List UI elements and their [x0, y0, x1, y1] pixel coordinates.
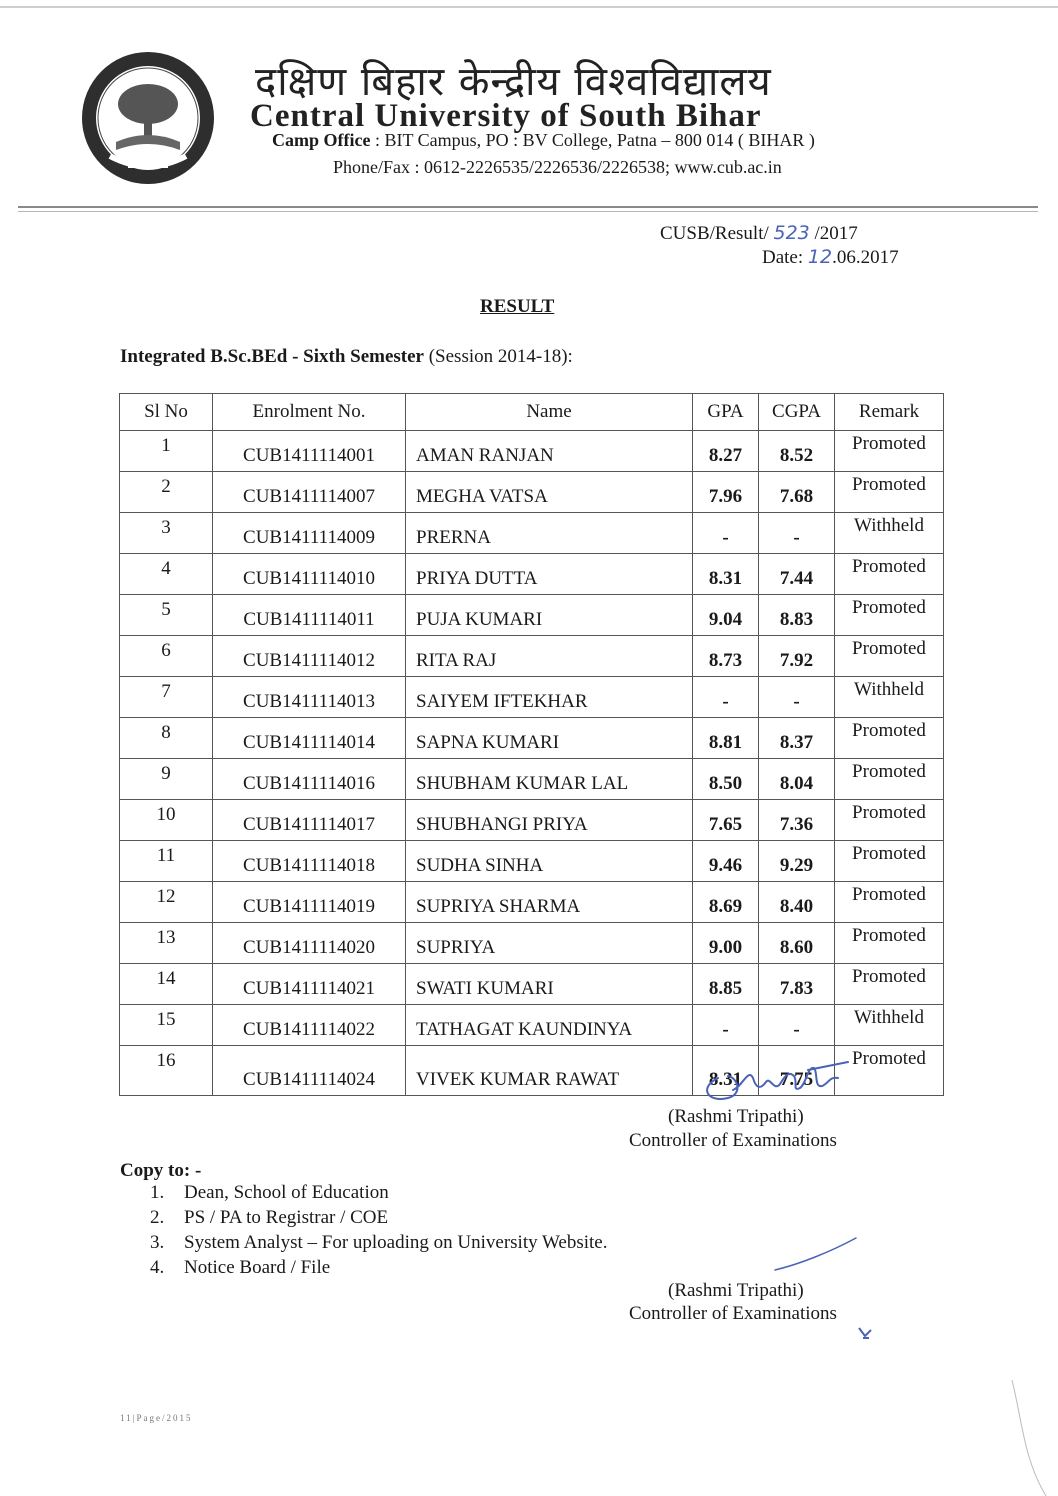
cell-sl-no: 8 — [120, 718, 213, 759]
cell-sl-no: 15 — [120, 1005, 213, 1046]
header-remark: Remark — [835, 394, 944, 431]
cell-cgpa: 8.37 — [759, 718, 835, 759]
cell-name: RITA RAJ — [406, 636, 693, 677]
initial-stroke — [770, 1234, 860, 1274]
cell-enrolment: CUB1411114024 — [213, 1046, 406, 1096]
table-row — [120, 964, 944, 1005]
cell-remark: Withheld — [835, 677, 944, 718]
signatory-name: (Rashmi Tripathi) — [668, 1106, 804, 1127]
cell-cgpa: 7.68 — [759, 472, 835, 513]
cell-gpa: 9.04 — [693, 595, 759, 636]
date-label: Date: — [762, 247, 808, 268]
cell-sl-no: 11 — [120, 841, 213, 882]
copy-to-item — [150, 1205, 608, 1230]
phone-fax-line: Phone/Fax : 0612-2226535/2226536/2226538; www.cub.ac.in — [333, 157, 782, 177]
cell-name: SAIYEM IFTEKHAR — [406, 677, 693, 718]
copy-to-item-number: 2. — [150, 1207, 165, 1228]
cell-sl-no: 4 — [120, 554, 213, 595]
header-divider-thin — [18, 211, 1038, 212]
copy-to-item-text: Notice Board / File — [184, 1257, 331, 1278]
cell-sl-no: 9 — [120, 759, 213, 800]
cell-sl-no: 16 — [120, 1046, 213, 1096]
cell-gpa: 8.31 — [693, 554, 759, 595]
cell-enrolment: CUB1411114017 — [213, 800, 406, 841]
course-name: Integrated B.Sc.BEd - Sixth Semester — [120, 346, 424, 367]
signatory-name-copy: (Rashmi Tripathi) — [668, 1280, 804, 1301]
cell-cgpa: - — [759, 513, 835, 554]
header-enrolment: Enrolment No. — [213, 394, 406, 431]
cell-remark: Promoted — [835, 1046, 944, 1096]
university-name-english: Central University of South Bihar — [250, 98, 762, 134]
cell-remark: Promoted — [835, 431, 944, 472]
cell-gpa: 8.50 — [693, 759, 759, 800]
cell-cgpa: 9.29 — [759, 841, 835, 882]
cell-gpa: - — [693, 513, 759, 554]
cell-remark: Promoted — [835, 472, 944, 513]
cell-cgpa: 7.36 — [759, 800, 835, 841]
camp-office-text: : BIT Campus, PO : BV College, Patna – 800 014 ( BIHAR ) — [370, 130, 815, 150]
cell-cgpa: 8.40 — [759, 882, 835, 923]
cell-gpa: 8.81 — [693, 718, 759, 759]
cell-enrolment: CUB1411114011 — [213, 595, 406, 636]
cell-gpa: 7.96 — [693, 472, 759, 513]
cell-gpa: 9.00 — [693, 923, 759, 964]
copy-to-item — [150, 1255, 608, 1280]
cell-sl-no: 14 — [120, 964, 213, 1005]
copy-to-item-text: Dean, School of Education — [184, 1182, 389, 1203]
table-row — [120, 800, 944, 841]
cell-gpa: 8.69 — [693, 882, 759, 923]
header-divider — [18, 206, 1038, 208]
cell-remark: Withheld — [835, 513, 944, 554]
cell-cgpa: 8.52 — [759, 431, 835, 472]
cell-remark: Promoted — [835, 554, 944, 595]
course-session: (Session 2014-18): — [423, 346, 573, 367]
cell-enrolment: CUB1411114022 — [213, 1005, 406, 1046]
reference-prefix: CUSB/Result/ — [660, 223, 774, 244]
cell-name: SAPNA KUMARI — [406, 718, 693, 759]
cell-name: VIVEK KUMAR RAWAT — [406, 1046, 693, 1096]
page-footer: 11|Page/2015 — [120, 1413, 193, 1423]
table-row — [120, 841, 944, 882]
cell-cgpa: - — [759, 1005, 835, 1046]
table-header-row — [120, 394, 944, 431]
cell-name: MEGHA VATSA — [406, 472, 693, 513]
cell-name: SHUBHAM KUMAR LAL — [406, 759, 693, 800]
cell-cgpa: 7.44 — [759, 554, 835, 595]
cell-enrolment: CUB1411114009 — [213, 513, 406, 554]
university-seal-logo — [80, 50, 216, 186]
copy-to-item-number: 3. — [150, 1232, 165, 1253]
top-scan-edge — [0, 6, 1058, 8]
cell-enrolment: CUB1411114001 — [213, 431, 406, 472]
copy-to-label: Copy to: - — [120, 1160, 202, 1181]
cell-sl-no: 12 — [120, 882, 213, 923]
cell-name: SUDHA SINHA — [406, 841, 693, 882]
copy-to-item-number: 1. — [150, 1182, 165, 1203]
cell-sl-no: 6 — [120, 636, 213, 677]
cell-cgpa: 7.83 — [759, 964, 835, 1005]
cell-sl-no: 5 — [120, 595, 213, 636]
cell-name: PRERNA — [406, 513, 693, 554]
copy-to-item-text: PS / PA to Registrar / COE — [184, 1207, 389, 1228]
header-gpa: GPA — [693, 394, 759, 431]
camp-office-address — [272, 130, 815, 151]
cell-remark: Promoted — [835, 964, 944, 1005]
cell-remark: Promoted — [835, 718, 944, 759]
cell-enrolment: CUB1411114010 — [213, 554, 406, 595]
table-row — [120, 472, 944, 513]
table-row — [120, 636, 944, 677]
header-sl-no: Sl No — [120, 394, 213, 431]
cell-name: SWATI KUMARI — [406, 964, 693, 1005]
cell-enrolment: CUB1411114020 — [213, 923, 406, 964]
cell-name: PUJA KUMARI — [406, 595, 693, 636]
camp-office-label: Camp Office — [272, 130, 371, 150]
cell-gpa: 8.27 — [693, 431, 759, 472]
cell-name: SHUBHANGI PRIYA — [406, 800, 693, 841]
cell-enrolment: CUB1411114012 — [213, 636, 406, 677]
ink-mark — [855, 1322, 875, 1342]
cell-sl-no: 13 — [120, 923, 213, 964]
cell-gpa: - — [693, 677, 759, 718]
signatory-designation: Controller of Examinations — [629, 1130, 837, 1151]
date-handwritten-day: 12 — [807, 246, 833, 268]
table-row — [120, 718, 944, 759]
cell-name: PRIYA DUTTA — [406, 554, 693, 595]
cell-remark: Promoted — [835, 923, 944, 964]
reference-suffix: /2017 — [809, 223, 858, 244]
cell-cgpa: 7.92 — [759, 636, 835, 677]
cell-name: SUPRIYA SHARMA — [406, 882, 693, 923]
cell-remark: Promoted — [835, 759, 944, 800]
cell-cgpa: - — [759, 677, 835, 718]
copy-to-list — [150, 1180, 608, 1280]
cell-remark: Promoted — [835, 595, 944, 636]
result-table — [119, 393, 944, 1096]
cell-enrolment: CUB1411114013 — [213, 677, 406, 718]
scan-edge-curve — [1010, 1380, 1050, 1496]
reference-date — [762, 246, 899, 269]
table-row — [120, 1005, 944, 1046]
cell-gpa: 8.31 — [693, 1046, 759, 1096]
cell-cgpa: 7.75 — [759, 1046, 835, 1096]
cell-name: SUPRIYA — [406, 923, 693, 964]
reference-handwritten-number: 523 — [773, 222, 810, 244]
cell-name: TATHAGAT KAUNDINYA — [406, 1005, 693, 1046]
cell-sl-no: 2 — [120, 472, 213, 513]
table-row — [120, 554, 944, 595]
table-row — [120, 759, 944, 800]
cell-enrolment: CUB1411114019 — [213, 882, 406, 923]
table-row — [120, 431, 944, 472]
copy-to-item — [150, 1230, 608, 1255]
cell-sl-no: 10 — [120, 800, 213, 841]
header-cgpa: CGPA — [759, 394, 835, 431]
document-title: RESULT — [480, 296, 555, 317]
cell-enrolment: CUB1411114021 — [213, 964, 406, 1005]
cell-cgpa: 8.04 — [759, 759, 835, 800]
cell-gpa: 9.46 — [693, 841, 759, 882]
cell-cgpa: 8.83 — [759, 595, 835, 636]
cell-remark: Promoted — [835, 882, 944, 923]
course-line — [120, 346, 573, 368]
cell-remark: Promoted — [835, 800, 944, 841]
table-row — [120, 882, 944, 923]
result-table-body — [120, 431, 944, 1096]
date-suffix: .06.2017 — [832, 247, 899, 268]
cell-enrolment: CUB1411114014 — [213, 718, 406, 759]
cell-gpa: 8.85 — [693, 964, 759, 1005]
cell-remark: Promoted — [835, 841, 944, 882]
reference-number — [660, 222, 858, 245]
header-name: Name — [406, 394, 693, 431]
cell-enrolment: CUB1411114018 — [213, 841, 406, 882]
copy-to-item-number: 4. — [150, 1257, 165, 1278]
table-row — [120, 923, 944, 964]
cell-gpa: - — [693, 1005, 759, 1046]
cell-sl-no: 7 — [120, 677, 213, 718]
cell-enrolment: CUB1411114007 — [213, 472, 406, 513]
copy-to-item-text: System Analyst – For uploading on University Website. — [184, 1232, 608, 1253]
signatory-designation-copy: Controller of Examinations — [629, 1303, 837, 1324]
cell-sl-no: 1 — [120, 431, 213, 472]
cell-gpa: 8.73 — [693, 636, 759, 677]
copy-to-item — [150, 1180, 608, 1205]
cell-remark: Withheld — [835, 1005, 944, 1046]
cell-remark: Promoted — [835, 636, 944, 677]
cell-cgpa: 8.60 — [759, 923, 835, 964]
cell-enrolment: CUB1411114016 — [213, 759, 406, 800]
university-name-hindi: दक्षिण बिहार केन्द्रीय विश्वविद्यालय — [255, 59, 772, 105]
cell-gpa: 7.65 — [693, 800, 759, 841]
cell-sl-no: 3 — [120, 513, 213, 554]
cell-name: AMAN RANJAN — [406, 431, 693, 472]
table-row — [120, 677, 944, 718]
table-row — [120, 513, 944, 554]
table-row — [120, 595, 944, 636]
signature-handwritten — [688, 1048, 868, 1108]
